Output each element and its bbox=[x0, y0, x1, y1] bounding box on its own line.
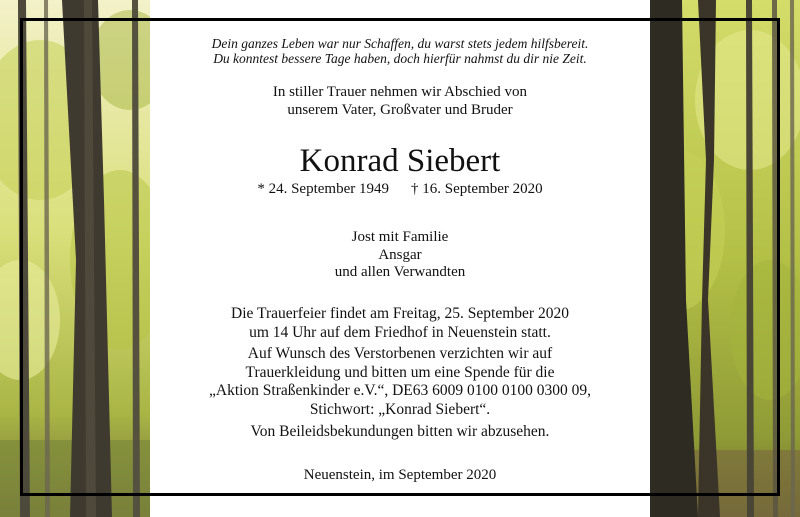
mourner-2: Ansgar bbox=[378, 247, 422, 263]
donation-line-4: Stichwort: „Konrad Siebert“. bbox=[309, 401, 491, 418]
intro-line-2: unserem Vater, Großvater und Bruder bbox=[287, 102, 513, 118]
forest-illustration-left bbox=[0, 0, 150, 517]
condolence-note: Von Beileidsbekundungen bitten wir abzusehen. bbox=[250, 423, 550, 440]
poem-line-2: Du konntest bessere Tage haben, doch hierfür nahmst du dir nie Zeit. bbox=[213, 51, 587, 66]
donation-line-1: Auf Wunsch des Verstorbenen verzichten wir auf bbox=[247, 345, 553, 362]
forest-illustration-right bbox=[650, 0, 800, 517]
funeral-line-2: um 14 Uhr auf dem Friedhof in Neuenstein statt. bbox=[249, 324, 551, 341]
intro-line-1: In stiller Trauer nehmen wir Abschied von bbox=[272, 84, 528, 100]
place-and-date: Neuenstein, im September 2020 bbox=[303, 467, 497, 483]
funeral-line-1: Die Trauerfeier findet am Freitag, 25. September 2020 bbox=[231, 305, 569, 322]
mourner-1: Jost mit Familie bbox=[351, 229, 449, 245]
obituary-text bbox=[150, 0, 650, 517]
forest-photo-right bbox=[650, 0, 800, 517]
donation-line-3: „Aktion Straßenkinder e.V.“, DE63 6009 0100 0100 0300 09, bbox=[209, 382, 591, 399]
poem-line-1: Dein ganzes Leben war nur Schaffen, du warst stets jedem hilfsbereit. bbox=[211, 36, 589, 51]
donation-line-2: Trauerkleidung und bitten um eine Spende für die bbox=[245, 364, 555, 381]
life-dates bbox=[150, 180, 650, 198]
deceased-name: Konrad Siebert bbox=[299, 143, 501, 179]
mourner-3: und allen Verwandten bbox=[334, 264, 466, 280]
forest-photo-left bbox=[0, 0, 150, 517]
birth-date: * 24. September 1949 bbox=[257, 181, 389, 197]
death-date: † 16. September 2020 bbox=[411, 181, 543, 197]
